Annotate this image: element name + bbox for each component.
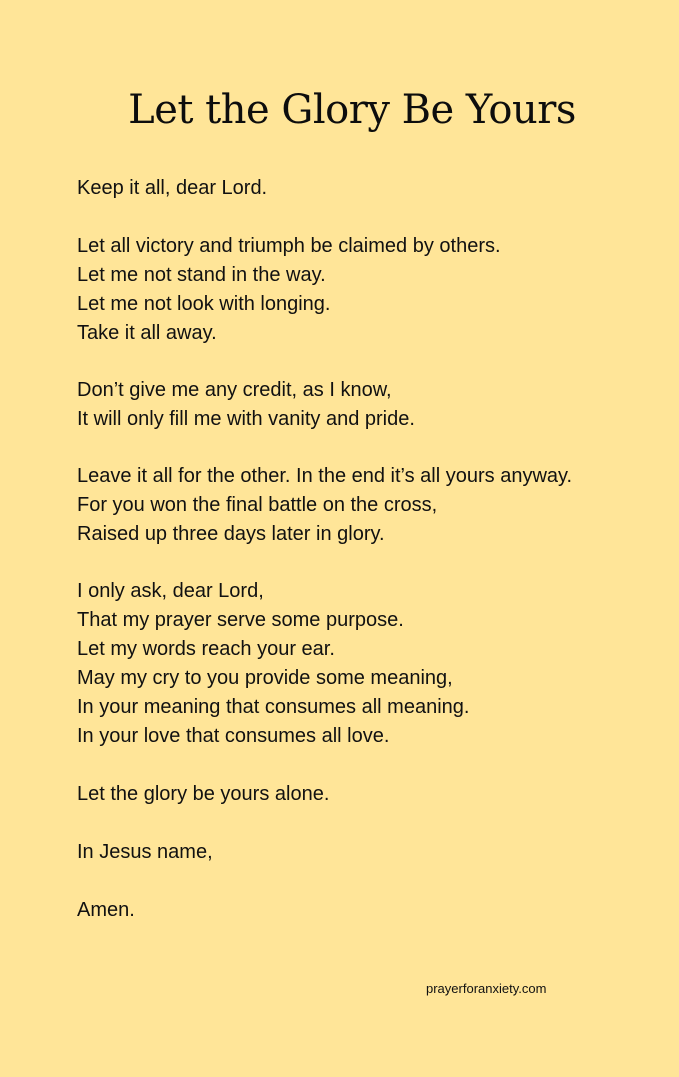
stanza-3 (77, 376, 415, 434)
poem-line: May my cry to you provide some meaning, (77, 667, 453, 689)
poem-line: In your meaning that consumes all meaning. (77, 696, 470, 718)
poem-line: Let the glory be yours alone. (77, 783, 330, 805)
poem-line: Don’t give me any credit, as I know, (77, 379, 392, 401)
stanza-1 (77, 174, 267, 203)
poem-line: Raised up three days later in glory. (77, 523, 385, 545)
poem-line: Let me not look with longing. (77, 293, 331, 315)
poem-line: That my prayer serve some purpose. (77, 609, 404, 631)
poem-line: Let all victory and triumph be claimed by others. (77, 235, 501, 257)
poem-line: Take it all away. (77, 322, 217, 344)
page-title: Let the Glory Be Yours (128, 87, 576, 133)
poem-line: Let my words reach your ear. (77, 638, 335, 660)
poem-line: In your love that consumes all love. (77, 725, 390, 747)
poem-line: For you won the final battle on the cross, (77, 494, 438, 516)
stanza-5 (77, 577, 469, 751)
stanza-7 (77, 838, 213, 867)
poem-line: Amen. (77, 899, 135, 921)
stanza-4 (77, 462, 572, 549)
stanza-6 (77, 780, 329, 809)
poem-line: I only ask, dear Lord, (77, 580, 264, 602)
website-credit: prayerforanxiety.com (426, 981, 547, 996)
poem-line: It will only fill me with vanity and pride. (77, 408, 415, 430)
poem-line: Leave it all for the other. In the end it’s all yours anyway. (77, 465, 573, 487)
poem-line: Keep it all, dear Lord. (77, 177, 268, 199)
stanza-8 (77, 896, 135, 925)
poem-line: In Jesus name, (77, 841, 213, 863)
stanza-2 (77, 232, 501, 348)
poem-line: Let me not stand in the way. (77, 264, 326, 286)
